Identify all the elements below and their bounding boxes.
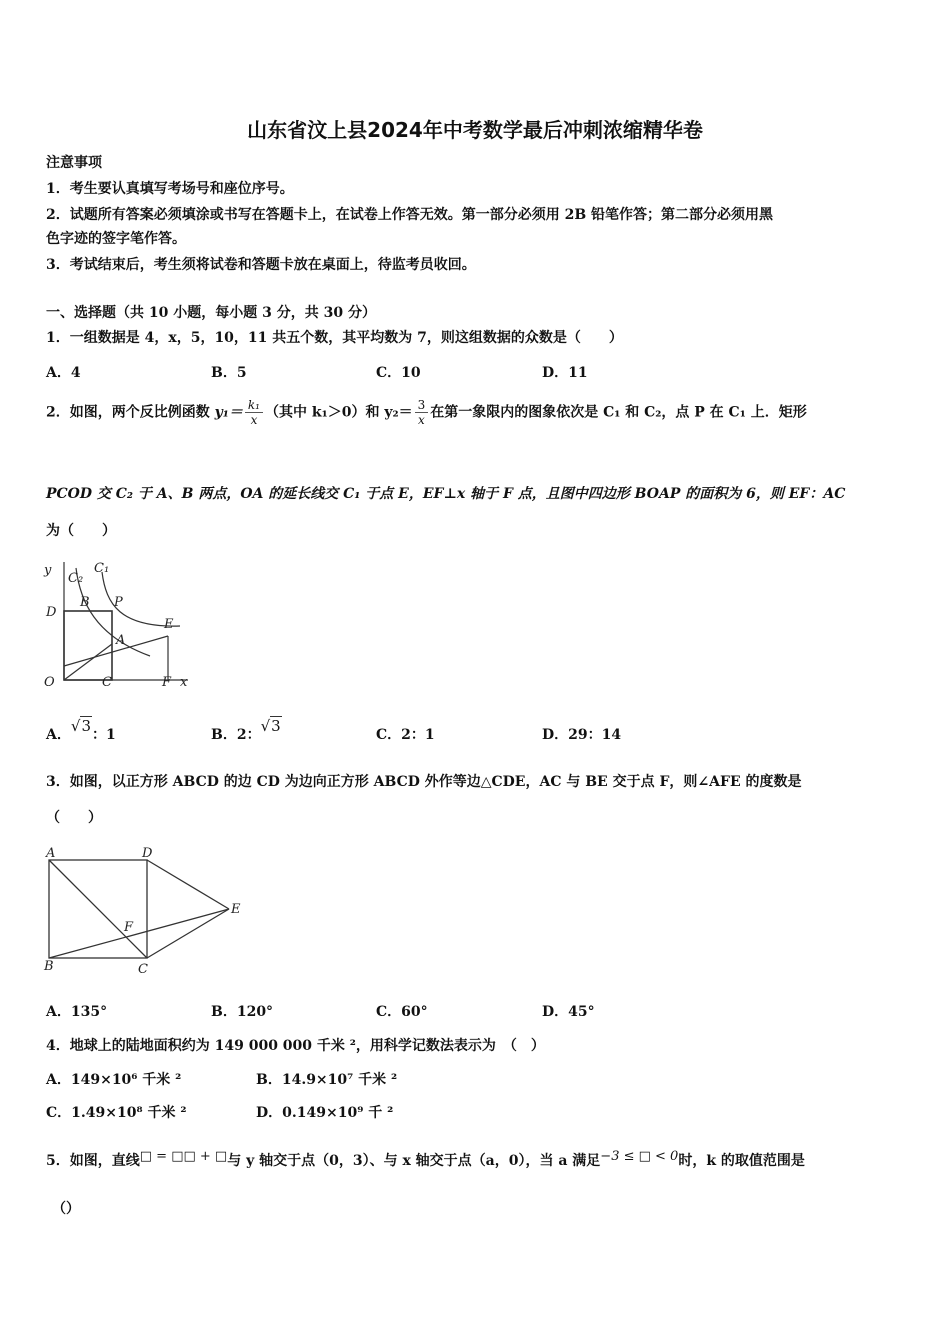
q5-formula-line: □ = □□ + □ (139, 1149, 228, 1164)
q2-fraction-3-over-x (415, 398, 429, 427)
q4-option-a: A．149×10⁶ 千米 ² (46, 1072, 182, 1088)
q2-label-y: y (44, 563, 52, 578)
q1-option-b: B．5 (211, 365, 247, 381)
q2-stem-line1 (46, 398, 807, 427)
q2-text-3: 在第一象限内的图象依次是 C₁ 和 C₂，点 P 在 C₁ 上．矩形 (430, 404, 807, 421)
q3-label-b: B (44, 959, 54, 974)
q3-stem: 3．如图，以正方形 ABCD 的边 CD 为边向正方形 ABCD 外作等边△CDE，AC 与 BE 交于点 F，则∠AFE 的度数是 (46, 774, 802, 790)
q2-option-b (211, 717, 282, 744)
q2-label-o: O (44, 675, 55, 690)
q2-label-d: D (46, 605, 57, 620)
q2-curve-c2 (76, 568, 150, 656)
q2-label-c: C (102, 675, 112, 690)
q2-label-b: B (80, 595, 90, 610)
q2-frac2-num: 3 (415, 398, 429, 413)
q2-option-a-suffix: ：1 (91, 727, 116, 743)
q2-option-c: C．2：1 (376, 727, 435, 743)
q1-option-c: C．10 (376, 365, 421, 381)
q3-option-b: B．120° (211, 1004, 274, 1020)
q5-stem-2: （） (52, 1201, 80, 1217)
q2-stem-line3: 为（ ） (46, 523, 116, 539)
q5-formula-range: −3 ≤ □ < 0 (600, 1149, 679, 1164)
q3-line-ac (49, 860, 147, 958)
q2-label-e: E (164, 617, 174, 632)
q2-figure (40, 556, 192, 694)
notice-item-3: 3．考试结束后，考生须将试卷和答题卡放在桌面上，待监考员收回。 (46, 257, 476, 273)
q5-text-3: 时，k 的取值范围是 (678, 1153, 805, 1169)
q2-option-a (46, 717, 116, 744)
q3-stem-2: （ ） (46, 810, 102, 826)
notice-heading: 注意事项 (46, 155, 102, 171)
q2-label-p: P (114, 595, 123, 610)
page-title: 山东省汶上县2024年中考数学最后冲刺浓缩精华卷 (247, 118, 703, 142)
q2-frac1-num: k₁ (245, 398, 263, 413)
notice-item-1: 1．考生要认真填写考场号和座位序号。 (46, 181, 294, 197)
q2-label-f: F (162, 675, 172, 690)
notice-item-2-cont: 色字迹的签字笔作答。 (46, 231, 186, 247)
q3-option-a: A．135° (46, 1004, 108, 1020)
q4-option-c: C．1.49×10⁸ 千米 ² (46, 1105, 187, 1121)
notice-item-2: 2．试题所有答案必须填涂或书写在答题卡上，在试卷上作答无效。第一部分必须用 2B 铅笔作答；第二部分必须用黑 (46, 207, 774, 223)
q3-label-d: D (142, 846, 153, 861)
q2-option-b-sqrt: √3 (260, 717, 281, 735)
q5-stem (46, 1150, 805, 1170)
q2-option-d: D．29：14 (542, 727, 622, 743)
q3-label-f: F (124, 920, 134, 935)
q3-label-a: A (46, 846, 56, 861)
q4-option-d: D．0.149×10⁹ 千 ² (256, 1105, 394, 1121)
q2-option-b-radicand: 3 (271, 717, 281, 735)
q2-label-a: A (116, 633, 126, 648)
q2-stem-line2: PCOD 交 C₂ 于 A、B 两点，OA 的延长线交 C₁ 于点 E，EF⊥x 轴于 F 点，且图中四边形 BOAP 的面积为 6，则 EF：AC (46, 486, 846, 502)
q3-label-c: C (138, 962, 148, 977)
q2-fraction-k1-over-x (245, 398, 263, 427)
q5-text-2: 与 y 轴交于点（0，3）、与 x 轴交于点（a，0），当 a 满足 (227, 1153, 601, 1169)
q3-option-c: C．60° (376, 1004, 428, 1020)
q3-label-e: E (231, 902, 241, 917)
q2-frac1-den: x (250, 413, 258, 427)
q3-line-de (147, 860, 229, 909)
q4-option-b: B．14.9×10⁷ 千米 ² (256, 1072, 398, 1088)
q2-option-a-radicand: 3 (81, 717, 91, 735)
q2-text-1: 2．如图，两个反比例函数 (46, 404, 215, 421)
q2-option-b-prefix: B．2： (211, 727, 261, 743)
q2-rect-pcod (64, 611, 112, 680)
q3-figure (42, 845, 248, 977)
q3-option-d: D．45° (542, 1004, 595, 1020)
q2-option-a-prefix: A． (46, 727, 71, 743)
q2-label-x: x (180, 675, 188, 690)
q2-label-c1: C₁ (94, 561, 110, 576)
q3-line-ce (147, 909, 229, 958)
q2-option-a-sqrt: √3 (70, 717, 91, 735)
q2-text-2: （其中 k₁＞0）和 y₂＝ (265, 404, 413, 421)
section-heading: 一、选择题（共 10 小题，每小题 3 分，共 30 分） (46, 305, 376, 321)
q4-stem: 4．地球上的陆地面积约为 149 000 000 千米 ²，用科学记数法表示为 （ ） (46, 1038, 545, 1054)
q1-stem: 1．一组数据是 4，x，5，10，11 共五个数，其平均数为 7，则这组数据的众数是（ ） (46, 330, 623, 346)
q1-option-d: D．11 (542, 365, 588, 381)
q5-text-1: 5．如图，直线 (46, 1153, 140, 1169)
q2-y1: y₁＝ (214, 404, 243, 421)
q1-option-a: A．4 (46, 365, 81, 381)
q2-label-c2: C₂ (68, 571, 84, 586)
q2-frac2-den: x (418, 413, 425, 427)
